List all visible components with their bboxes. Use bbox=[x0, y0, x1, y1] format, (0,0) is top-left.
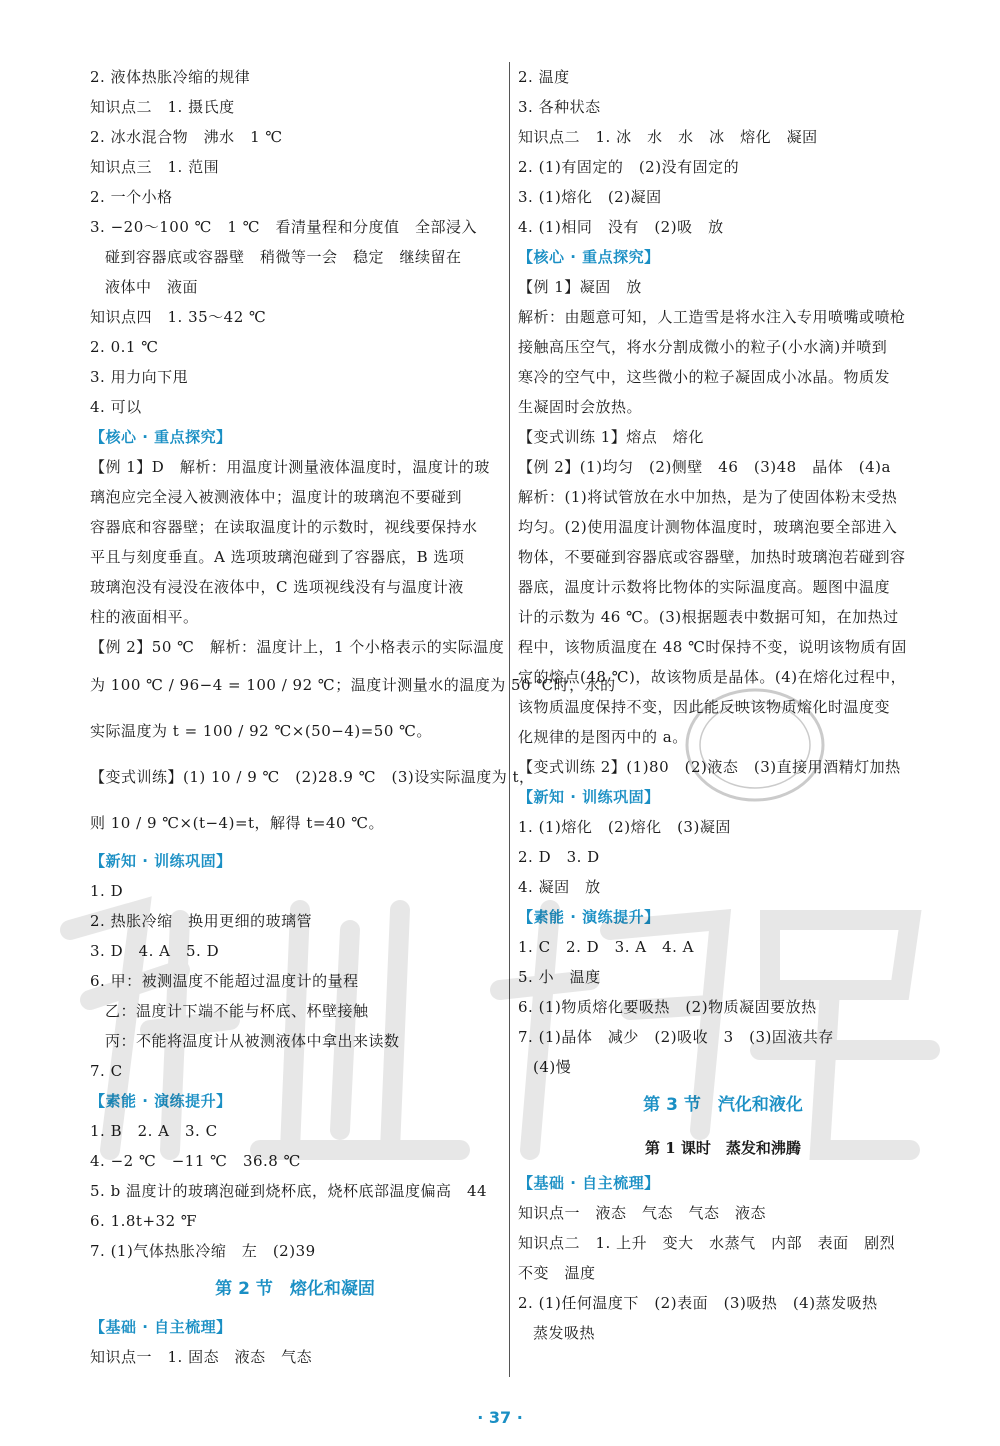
left-line: 乙：温度计下端不能与杯底、杯壁接触 bbox=[105, 1002, 369, 1020]
right-line: 不变 温度 bbox=[518, 1264, 596, 1282]
right-line: 3. (1)熔化 (2)凝固 bbox=[518, 188, 662, 206]
page-number: · 37 · bbox=[477, 1408, 523, 1427]
left-line: 4. 可以 bbox=[90, 398, 142, 416]
left-line: 第 2 节 熔化和凝固 bbox=[215, 1279, 375, 1299]
right-line: 物体，不要碰到容器底或容器壁，加热时玻璃泡若碰到容 bbox=[518, 548, 906, 566]
right-line: 2. 温度 bbox=[518, 68, 570, 86]
right-line: 知识点一 液态 气态 气态 液态 bbox=[518, 1204, 767, 1222]
left-line: 知识点四 1. 35～42 ℃ bbox=[90, 308, 267, 326]
right-line: 【例 2】(1)均匀 (2)侧壁 46 (3)48 晶体 (4)a bbox=[518, 458, 891, 476]
right-line: 【基础 · 自主梳理】 bbox=[518, 1174, 660, 1192]
left-line: 6. 甲：被测温度不能超过温度计的量程 bbox=[90, 972, 359, 990]
left-line: 【例 2】50 ℃ 解析：温度计上，1 个小格表示的实际温度 bbox=[90, 638, 505, 656]
right-line: 程中，该物质温度在 48 ℃时保持不变，说明该物质有固 bbox=[518, 638, 907, 656]
left-line: 柱的液面相平。 bbox=[90, 608, 199, 626]
left-line: 1. D bbox=[90, 882, 124, 900]
right-line: (4)慢 bbox=[533, 1058, 572, 1076]
right-line: 1. C 2. D 3. A 4. A bbox=[518, 938, 694, 956]
left-line: 知识点一 1. 固态 液态 气态 bbox=[90, 1348, 313, 1366]
left-line: 为 100 ℃ / 96−4 = 100 / 92 ℃；温度计测量水的温度为 50 ℃时，水的 bbox=[90, 676, 616, 694]
right-line: 【例 1】凝固 放 bbox=[518, 278, 642, 296]
left-line: 则 10 / 9 ℃×(t−4)=t，解得 t=40 ℃。 bbox=[90, 814, 385, 832]
right-line: 2. (1)任何温度下 (2)表面 (3)吸热 (4)蒸发吸热 bbox=[518, 1294, 878, 1312]
left-line: 3. D 4. A 5. D bbox=[90, 942, 220, 960]
left-line: 2. 热胀冷缩 换用更细的玻璃管 bbox=[90, 912, 313, 930]
right-line: 知识点二 1. 冰 水 水 冰 熔化 凝固 bbox=[518, 128, 818, 146]
right-line: 3. 各种状态 bbox=[518, 98, 601, 116]
left-line: 【基础 · 自主梳理】 bbox=[90, 1318, 232, 1336]
left-line: 实际温度为 t = 100 / 92 ℃×(50−4)=50 ℃。 bbox=[90, 722, 432, 740]
right-line: 接触高压空气，将水分割成微小的粒子(小水滴)并喷到 bbox=[518, 338, 888, 356]
left-line: 【新知 · 训练巩固】 bbox=[90, 852, 232, 870]
right-line: 定的熔点(48 ℃)，故该物质是晶体。(4)在熔化过程中， bbox=[518, 668, 907, 686]
left-line: 容器底和容器壁；在读取温度计的示数时，视线要保持水 bbox=[90, 518, 478, 536]
right-line: 【变式训练 1】熔点 熔化 bbox=[518, 428, 704, 446]
left-line: 7. C bbox=[90, 1062, 123, 1080]
right-line: 均匀。(2)使用温度计测物体温度时，玻璃泡要全部进入 bbox=[518, 518, 898, 536]
left-line: 【变式训练】(1) 10 / 9 ℃ (2)28.9 ℃ (3)设实际温度为 t， bbox=[90, 768, 535, 786]
column-divider bbox=[509, 62, 510, 1377]
left-line: 知识点二 1. 摄氏度 bbox=[90, 98, 235, 116]
right-line: 5. 小 温度 bbox=[518, 968, 601, 986]
right-line: 1. (1)熔化 (2)熔化 (3)凝固 bbox=[518, 818, 731, 836]
right-line: 寒冷的空气中，这些微小的粒子凝固成小冰晶。物质发 bbox=[518, 368, 891, 386]
right-line: 4. (1)相同 没有 (2)吸 放 bbox=[518, 218, 724, 236]
left-line: 2. 液体热胀冷缩的规律 bbox=[90, 68, 251, 86]
left-line: 2. 一个小格 bbox=[90, 188, 173, 206]
right-line: 解析：由题意可知，人工造雪是将水注入专用喷嘴或喷枪 bbox=[518, 308, 906, 326]
left-line: 璃泡应完全浸入被测液体中；温度计的玻璃泡不要碰到 bbox=[90, 488, 463, 506]
right-line: 【素能 · 演练提升】 bbox=[518, 908, 660, 926]
right-line: 该物质温度保持不变，因此能反映该物质熔化时温度变 bbox=[518, 698, 891, 716]
left-line: 3. −20～100 ℃ 1 ℃ 看清量程和分度值 全部浸入 bbox=[90, 218, 478, 236]
left-line: 5. b 温度计的玻璃泡碰到烧杯底，烧杯底部温度偏高 44 bbox=[90, 1182, 488, 1200]
left-line: 2. 0.1 ℃ bbox=[90, 338, 159, 356]
left-line: 碰到容器底或容器壁 稍微等一会 稳定 继续留在 bbox=[105, 248, 462, 266]
right-line: 知识点二 1. 上升 变大 水蒸气 内部 表面 剧烈 bbox=[518, 1234, 896, 1252]
left-line: 丙：不能将温度计从被测液体中拿出来读数 bbox=[105, 1032, 400, 1050]
right-line: 【新知 · 训练巩固】 bbox=[518, 788, 660, 806]
left-line: 3. 用力向下甩 bbox=[90, 368, 189, 386]
right-line: 器底，温度计示数将比物体的实际温度高。题图中温度 bbox=[518, 578, 891, 596]
right-line: 2. D 3. D bbox=[518, 848, 600, 866]
left-line: 平且与刻度垂直。A 选项玻璃泡碰到了容器底，B 选项 bbox=[90, 548, 465, 566]
left-line: 【例 1】D 解析：用温度计测量液体温度时，温度计的玻 bbox=[90, 458, 490, 476]
right-line: 解析：(1)将试管放在水中加热，是为了使固体粉末受热 bbox=[518, 488, 898, 506]
right-line: 第 1 课时 蒸发和沸腾 bbox=[645, 1139, 801, 1157]
right-line: 7. (1)晶体 减少 (2)吸收 3 (3)固液共存 bbox=[518, 1028, 834, 1046]
right-line: 【变式训练 2】(1)80 (2)液态 (3)直接用酒精灯加热 bbox=[518, 758, 901, 776]
right-line: 2. (1)有固定的 (2)没有固定的 bbox=[518, 158, 740, 176]
left-line: 1. B 2. A 3. C bbox=[90, 1122, 218, 1140]
right-line: 【核心 · 重点探究】 bbox=[518, 248, 660, 266]
left-line: 知识点三 1. 范围 bbox=[90, 158, 220, 176]
right-line: 4. 凝固 放 bbox=[518, 878, 601, 896]
right-line: 化规律的是图丙中的 a。 bbox=[518, 728, 688, 746]
left-line: 玻璃泡没有浸没在液体中，C 选项视线没有与温度计液 bbox=[90, 578, 464, 596]
right-line: 6. (1)物质熔化要吸热 (2)物质凝固要放热 bbox=[518, 998, 817, 1016]
left-line: 2. 冰水混合物 沸水 1 ℃ bbox=[90, 128, 283, 146]
left-line: 4. −2 ℃ −11 ℃ 36.8 ℃ bbox=[90, 1152, 301, 1170]
right-line: 蒸发吸热 bbox=[533, 1324, 596, 1342]
left-line: 【素能 · 演练提升】 bbox=[90, 1092, 232, 1110]
right-line: 生凝固时会放热。 bbox=[518, 398, 643, 416]
right-line: 第 3 节 汽化和液化 bbox=[643, 1095, 803, 1115]
left-line: 7. (1)气体热胀冷缩 左 (2)39 bbox=[90, 1242, 316, 1260]
left-line: 6. 1.8t+32 ℉ bbox=[90, 1212, 198, 1230]
left-line: 【核心 · 重点探究】 bbox=[90, 428, 232, 446]
left-line: 液体中 液面 bbox=[105, 278, 199, 296]
stamp-logo bbox=[680, 680, 830, 810]
right-line: 计的示数为 46 ℃。(3)根据题表中数据可知，在加热过 bbox=[518, 608, 899, 626]
